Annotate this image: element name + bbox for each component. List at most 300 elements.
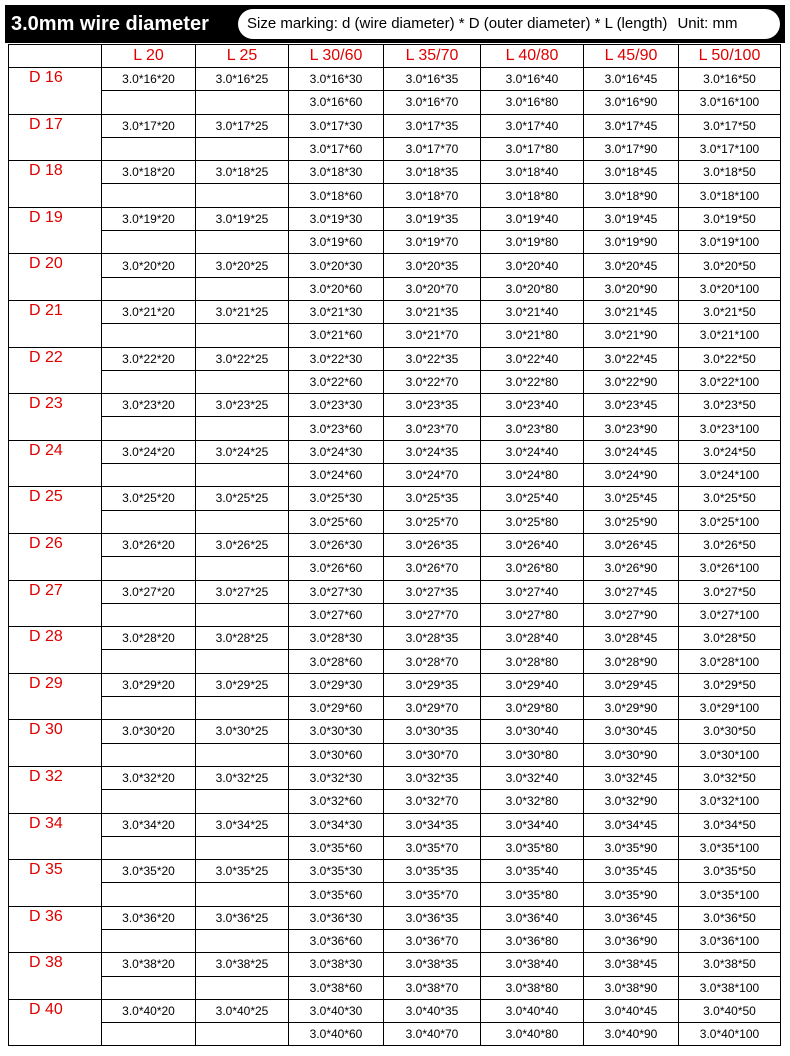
- size-cell: 3.0*40*90: [584, 1023, 679, 1046]
- size-cell: 3.0*25*40: [481, 487, 584, 510]
- table-row: [9, 347, 781, 370]
- size-cell: 3.0*25*35: [384, 487, 481, 510]
- size-cell: 3.0*24*50: [679, 440, 781, 463]
- size-cell: 3.0*40*70: [384, 1023, 481, 1046]
- row-label: D 16: [9, 68, 102, 115]
- table-row: [9, 184, 781, 207]
- size-cell: 3.0*22*100: [679, 370, 781, 393]
- table-row: [9, 277, 781, 300]
- size-cell: 3.0*35*60: [289, 836, 384, 859]
- size-cell: 3.0*36*90: [584, 929, 679, 952]
- column-header: L 50/100: [679, 45, 781, 68]
- size-cell: 3.0*18*80: [481, 184, 584, 207]
- table-row: [9, 790, 781, 813]
- size-cell: 3.0*30*60: [289, 743, 384, 766]
- size-cell: 3.0*22*90: [584, 370, 679, 393]
- size-cell: 3.0*18*35: [384, 161, 481, 184]
- table-row: [9, 324, 781, 347]
- size-cell: 3.0*20*60: [289, 277, 384, 300]
- empty-cell: [102, 976, 196, 999]
- size-cell: 3.0*32*40: [481, 766, 584, 789]
- size-cell: 3.0*38*90: [584, 976, 679, 999]
- table-row: [9, 487, 781, 510]
- size-cell: 3.0*16*100: [679, 91, 781, 114]
- size-cell: 3.0*29*45: [584, 673, 679, 696]
- empty-cell: [102, 883, 196, 906]
- size-cell: 3.0*23*60: [289, 417, 384, 440]
- size-cell: 3.0*29*70: [384, 697, 481, 720]
- empty-cell: [196, 324, 289, 347]
- table-row: [9, 440, 781, 463]
- empty-cell: [196, 510, 289, 533]
- empty-cell: [102, 929, 196, 952]
- size-cell: 3.0*38*60: [289, 976, 384, 999]
- size-cell: 3.0*24*80: [481, 464, 584, 487]
- size-cell: 3.0*21*40: [481, 300, 584, 323]
- table-row: [9, 906, 781, 929]
- empty-cell: [102, 324, 196, 347]
- size-cell: 3.0*36*70: [384, 929, 481, 952]
- size-cell: 3.0*38*100: [679, 976, 781, 999]
- table-row: [9, 929, 781, 952]
- table-row: [9, 533, 781, 556]
- size-cell: 3.0*24*70: [384, 464, 481, 487]
- size-cell: 3.0*21*90: [584, 324, 679, 347]
- size-cell: 3.0*19*100: [679, 231, 781, 254]
- size-cell: 3.0*38*70: [384, 976, 481, 999]
- size-cell: 3.0*21*35: [384, 300, 481, 323]
- size-cell: 3.0*34*25: [196, 813, 289, 836]
- size-cell: 3.0*27*35: [384, 580, 481, 603]
- size-cell: 3.0*38*25: [196, 953, 289, 976]
- unit-text: Unit: mm: [677, 15, 738, 32]
- table-row: [9, 231, 781, 254]
- size-cell: 3.0*28*100: [679, 650, 781, 673]
- size-cell: 3.0*19*35: [384, 207, 481, 230]
- size-cell: 3.0*40*80: [481, 1023, 584, 1046]
- size-cell: 3.0*32*35: [384, 766, 481, 789]
- size-cell: 3.0*29*25: [196, 673, 289, 696]
- size-cell: 3.0*35*25: [196, 860, 289, 883]
- header-bar: [5, 5, 785, 43]
- column-header: L 25: [196, 45, 289, 68]
- size-cell: 3.0*28*40: [481, 627, 584, 650]
- row-label: D 36: [9, 906, 102, 953]
- size-cell: 3.0*40*30: [289, 999, 384, 1022]
- empty-cell: [196, 929, 289, 952]
- size-cell: 3.0*35*80: [481, 883, 584, 906]
- empty-cell: [196, 697, 289, 720]
- size-cell: 3.0*21*20: [102, 300, 196, 323]
- size-cell: 3.0*26*80: [481, 557, 584, 580]
- size-cell: 3.0*30*35: [384, 720, 481, 743]
- size-cell: 3.0*35*50: [679, 860, 781, 883]
- size-cell: 3.0*28*90: [584, 650, 679, 673]
- size-cell: 3.0*35*90: [584, 836, 679, 859]
- table-row: [9, 766, 781, 789]
- size-cell: 3.0*30*25: [196, 720, 289, 743]
- size-cell: 3.0*24*25: [196, 440, 289, 463]
- row-label: D 21: [9, 300, 102, 347]
- table-header-row: [9, 45, 781, 68]
- size-cell: 3.0*17*20: [102, 114, 196, 137]
- empty-cell: [196, 464, 289, 487]
- table-row: [9, 697, 781, 720]
- size-cell: 3.0*35*100: [679, 883, 781, 906]
- size-cell: 3.0*16*50: [679, 68, 781, 91]
- size-cell: 3.0*40*35: [384, 999, 481, 1022]
- size-cell: 3.0*21*100: [679, 324, 781, 347]
- table-row: [9, 999, 781, 1022]
- size-cell: 3.0*35*70: [384, 836, 481, 859]
- size-cell: 3.0*29*80: [481, 697, 584, 720]
- size-cell: 3.0*25*100: [679, 510, 781, 533]
- empty-cell: [196, 976, 289, 999]
- size-cell: 3.0*40*100: [679, 1023, 781, 1046]
- size-cell: 3.0*32*45: [584, 766, 679, 789]
- size-cell: 3.0*16*70: [384, 91, 481, 114]
- size-cell: 3.0*40*20: [102, 999, 196, 1022]
- column-header: L 35/70: [384, 45, 481, 68]
- row-label: D 22: [9, 347, 102, 394]
- size-cell: 3.0*26*50: [679, 533, 781, 556]
- row-label: D 26: [9, 533, 102, 580]
- size-cell: 3.0*16*60: [289, 91, 384, 114]
- size-cell: 3.0*24*20: [102, 440, 196, 463]
- size-cell: 3.0*27*20: [102, 580, 196, 603]
- table-row: [9, 650, 781, 673]
- size-cell: 3.0*28*20: [102, 627, 196, 650]
- size-cell: 3.0*16*25: [196, 68, 289, 91]
- size-cell: 3.0*20*45: [584, 254, 679, 277]
- empty-cell: [102, 231, 196, 254]
- size-cell: 3.0*30*70: [384, 743, 481, 766]
- empty-cell: [102, 836, 196, 859]
- size-cell: 3.0*29*35: [384, 673, 481, 696]
- size-cell: 3.0*23*30: [289, 394, 384, 417]
- size-cell: 3.0*23*45: [584, 394, 679, 417]
- size-cell: 3.0*17*80: [481, 137, 584, 160]
- size-cell: 3.0*19*20: [102, 207, 196, 230]
- table-body: [9, 68, 781, 1046]
- size-cell: 3.0*19*25: [196, 207, 289, 230]
- size-cell: 3.0*34*30: [289, 813, 384, 836]
- size-cell: 3.0*27*70: [384, 603, 481, 626]
- size-cell: 3.0*25*20: [102, 487, 196, 510]
- size-cell: 3.0*16*30: [289, 68, 384, 91]
- size-cell: 3.0*20*90: [584, 277, 679, 300]
- page-title: 3.0mm wire diameter: [11, 13, 209, 35]
- table-row: [9, 161, 781, 184]
- size-cell: 3.0*17*25: [196, 114, 289, 137]
- size-cell: 3.0*26*100: [679, 557, 781, 580]
- size-cell: 3.0*21*25: [196, 300, 289, 323]
- size-cell: 3.0*16*20: [102, 68, 196, 91]
- row-label: D 19: [9, 207, 102, 254]
- size-cell: 3.0*22*40: [481, 347, 584, 370]
- empty-cell: [102, 743, 196, 766]
- size-cell: 3.0*23*40: [481, 394, 584, 417]
- size-cell: 3.0*22*70: [384, 370, 481, 393]
- empty-cell: [102, 277, 196, 300]
- size-cell: 3.0*18*100: [679, 184, 781, 207]
- size-cell: 3.0*20*50: [679, 254, 781, 277]
- empty-cell: [196, 417, 289, 440]
- size-marking-text: Size marking: d (wire diameter) * D (outer diameter) * L (length): [247, 15, 668, 32]
- size-cell: 3.0*19*90: [584, 231, 679, 254]
- row-label: D 23: [9, 394, 102, 441]
- size-cell: 3.0*24*30: [289, 440, 384, 463]
- row-label: D 20: [9, 254, 102, 301]
- size-cell: 3.0*30*45: [584, 720, 679, 743]
- size-cell: 3.0*20*70: [384, 277, 481, 300]
- size-cell: 3.0*25*50: [679, 487, 781, 510]
- size-cell: 3.0*16*90: [584, 91, 679, 114]
- size-cell: 3.0*29*30: [289, 673, 384, 696]
- size-marking-pill: [238, 9, 780, 39]
- empty-cell: [102, 697, 196, 720]
- size-cell: 3.0*32*20: [102, 766, 196, 789]
- size-cell: 3.0*29*50: [679, 673, 781, 696]
- size-cell: 3.0*36*45: [584, 906, 679, 929]
- size-cell: 3.0*32*70: [384, 790, 481, 813]
- size-cell: 3.0*20*80: [481, 277, 584, 300]
- size-cell: 3.0*22*80: [481, 370, 584, 393]
- size-cell: 3.0*17*90: [584, 137, 679, 160]
- size-cell: 3.0*26*35: [384, 533, 481, 556]
- size-cell: 3.0*17*30: [289, 114, 384, 137]
- size-cell: 3.0*20*35: [384, 254, 481, 277]
- size-cell: 3.0*35*80: [481, 836, 584, 859]
- empty-cell: [102, 650, 196, 673]
- size-cell: 3.0*23*50: [679, 394, 781, 417]
- table-row: [9, 137, 781, 160]
- size-cell: 3.0*26*20: [102, 533, 196, 556]
- table-row: [9, 68, 781, 91]
- size-cell: 3.0*30*90: [584, 743, 679, 766]
- size-cell: 3.0*23*20: [102, 394, 196, 417]
- size-cell: 3.0*20*30: [289, 254, 384, 277]
- table-row: [9, 836, 781, 859]
- size-cell: 3.0*30*20: [102, 720, 196, 743]
- size-cell: 3.0*40*45: [584, 999, 679, 1022]
- row-label: D 40: [9, 999, 102, 1046]
- row-label: D 35: [9, 860, 102, 907]
- column-header: L 20: [102, 45, 196, 68]
- size-cell: 3.0*30*100: [679, 743, 781, 766]
- size-cell: 3.0*27*40: [481, 580, 584, 603]
- size-cell: 3.0*26*45: [584, 533, 679, 556]
- size-cell: 3.0*21*50: [679, 300, 781, 323]
- empty-cell: [196, 650, 289, 673]
- size-cell: 3.0*27*60: [289, 603, 384, 626]
- size-cell: 3.0*38*30: [289, 953, 384, 976]
- size-cell: 3.0*25*80: [481, 510, 584, 533]
- size-cell: 3.0*32*60: [289, 790, 384, 813]
- size-cell: 3.0*22*20: [102, 347, 196, 370]
- size-cell: 3.0*22*25: [196, 347, 289, 370]
- table-row: [9, 603, 781, 626]
- size-cell: 3.0*17*35: [384, 114, 481, 137]
- size-cell: 3.0*35*20: [102, 860, 196, 883]
- row-label: D 29: [9, 673, 102, 720]
- table-row: [9, 114, 781, 137]
- empty-cell: [196, 1023, 289, 1046]
- size-cell: 3.0*35*40: [481, 860, 584, 883]
- size-cell: 3.0*24*100: [679, 464, 781, 487]
- column-header-blank: [9, 45, 102, 68]
- size-cell: 3.0*38*45: [584, 953, 679, 976]
- size-cell: 3.0*24*40: [481, 440, 584, 463]
- size-cell: 3.0*17*50: [679, 114, 781, 137]
- table-row: [9, 953, 781, 976]
- empty-cell: [196, 743, 289, 766]
- size-cell: 3.0*27*25: [196, 580, 289, 603]
- table-row: [9, 417, 781, 440]
- size-cell: 3.0*36*25: [196, 906, 289, 929]
- size-cell: 3.0*28*45: [584, 627, 679, 650]
- empty-cell: [196, 370, 289, 393]
- size-cell: 3.0*36*80: [481, 929, 584, 952]
- size-cell: 3.0*34*40: [481, 813, 584, 836]
- size-cell: 3.0*24*45: [584, 440, 679, 463]
- size-cell: 3.0*19*30: [289, 207, 384, 230]
- size-cell: 3.0*25*60: [289, 510, 384, 533]
- size-cell: 3.0*18*60: [289, 184, 384, 207]
- size-cell: 3.0*29*60: [289, 697, 384, 720]
- size-cell: 3.0*36*20: [102, 906, 196, 929]
- size-cell: 3.0*27*50: [679, 580, 781, 603]
- size-cell: 3.0*16*80: [481, 91, 584, 114]
- table-row: [9, 883, 781, 906]
- size-cell: 3.0*38*50: [679, 953, 781, 976]
- table-row: [9, 627, 781, 650]
- size-cell: 3.0*34*35: [384, 813, 481, 836]
- table-row: [9, 860, 781, 883]
- table-row: [9, 464, 781, 487]
- size-cell: 3.0*28*60: [289, 650, 384, 673]
- empty-cell: [196, 184, 289, 207]
- size-cell: 3.0*25*70: [384, 510, 481, 533]
- size-cell: 3.0*27*30: [289, 580, 384, 603]
- size-cell: 3.0*35*45: [584, 860, 679, 883]
- empty-cell: [102, 184, 196, 207]
- size-cell: 3.0*26*40: [481, 533, 584, 556]
- size-cell: 3.0*16*35: [384, 68, 481, 91]
- size-cell: 3.0*20*40: [481, 254, 584, 277]
- empty-cell: [196, 137, 289, 160]
- table-row: [9, 813, 781, 836]
- column-header: L 40/80: [481, 45, 584, 68]
- size-cell: 3.0*24*90: [584, 464, 679, 487]
- size-cell: 3.0*30*40: [481, 720, 584, 743]
- empty-cell: [102, 417, 196, 440]
- row-label: D 18: [9, 161, 102, 208]
- size-cell: 3.0*29*40: [481, 673, 584, 696]
- size-cell: 3.0*30*80: [481, 743, 584, 766]
- empty-cell: [102, 790, 196, 813]
- size-cell: 3.0*19*50: [679, 207, 781, 230]
- column-header: L 30/60: [289, 45, 384, 68]
- size-cell: 3.0*28*25: [196, 627, 289, 650]
- size-cell: 3.0*24*35: [384, 440, 481, 463]
- size-cell: 3.0*28*35: [384, 627, 481, 650]
- table-row: [9, 510, 781, 533]
- size-cell: 3.0*27*80: [481, 603, 584, 626]
- row-label: D 17: [9, 114, 102, 161]
- empty-cell: [196, 836, 289, 859]
- size-cell: 3.0*30*30: [289, 720, 384, 743]
- empty-cell: [102, 603, 196, 626]
- table-row: [9, 743, 781, 766]
- size-cell: 3.0*34*20: [102, 813, 196, 836]
- size-cell: 3.0*40*40: [481, 999, 584, 1022]
- size-cell: 3.0*27*100: [679, 603, 781, 626]
- table-row: [9, 580, 781, 603]
- size-cell: 3.0*20*25: [196, 254, 289, 277]
- size-cell: 3.0*17*70: [384, 137, 481, 160]
- size-cell: 3.0*29*20: [102, 673, 196, 696]
- size-cell: 3.0*21*60: [289, 324, 384, 347]
- size-cell: 3.0*17*60: [289, 137, 384, 160]
- row-label: D 28: [9, 627, 102, 674]
- table-row: [9, 394, 781, 417]
- size-cell: 3.0*28*30: [289, 627, 384, 650]
- size-cell: 3.0*25*30: [289, 487, 384, 510]
- size-cell: 3.0*22*45: [584, 347, 679, 370]
- empty-cell: [102, 464, 196, 487]
- table-row: [9, 300, 781, 323]
- column-header: L 45/90: [584, 45, 679, 68]
- size-cell: 3.0*36*100: [679, 929, 781, 952]
- size-cell: 3.0*34*50: [679, 813, 781, 836]
- row-label: D 27: [9, 580, 102, 627]
- table-row: [9, 207, 781, 230]
- size-cell: 3.0*26*25: [196, 533, 289, 556]
- size-cell: 3.0*40*50: [679, 999, 781, 1022]
- size-cell: 3.0*18*45: [584, 161, 679, 184]
- size-cell: 3.0*23*35: [384, 394, 481, 417]
- size-cell: 3.0*32*80: [481, 790, 584, 813]
- table-row: [9, 370, 781, 393]
- size-cell: 3.0*27*45: [584, 580, 679, 603]
- size-cell: 3.0*29*100: [679, 697, 781, 720]
- empty-cell: [102, 557, 196, 580]
- size-cell: 3.0*30*50: [679, 720, 781, 743]
- size-cell: 3.0*20*20: [102, 254, 196, 277]
- size-cell: 3.0*22*30: [289, 347, 384, 370]
- size-cell: 3.0*29*90: [584, 697, 679, 720]
- size-cell: 3.0*26*60: [289, 557, 384, 580]
- size-cell: 3.0*19*80: [481, 231, 584, 254]
- row-label: D 25: [9, 487, 102, 534]
- size-cell: 3.0*23*90: [584, 417, 679, 440]
- size-cell: 3.0*36*50: [679, 906, 781, 929]
- empty-cell: [196, 883, 289, 906]
- size-cell: 3.0*23*25: [196, 394, 289, 417]
- size-cell: 3.0*32*100: [679, 790, 781, 813]
- size-cell: 3.0*32*25: [196, 766, 289, 789]
- empty-cell: [196, 603, 289, 626]
- empty-cell: [102, 91, 196, 114]
- size-cell: 3.0*40*60: [289, 1023, 384, 1046]
- size-cell: 3.0*18*40: [481, 161, 584, 184]
- table-row: [9, 557, 781, 580]
- size-cell: 3.0*16*45: [584, 68, 679, 91]
- size-cell: 3.0*35*60: [289, 883, 384, 906]
- size-cell: 3.0*20*100: [679, 277, 781, 300]
- size-cell: 3.0*18*50: [679, 161, 781, 184]
